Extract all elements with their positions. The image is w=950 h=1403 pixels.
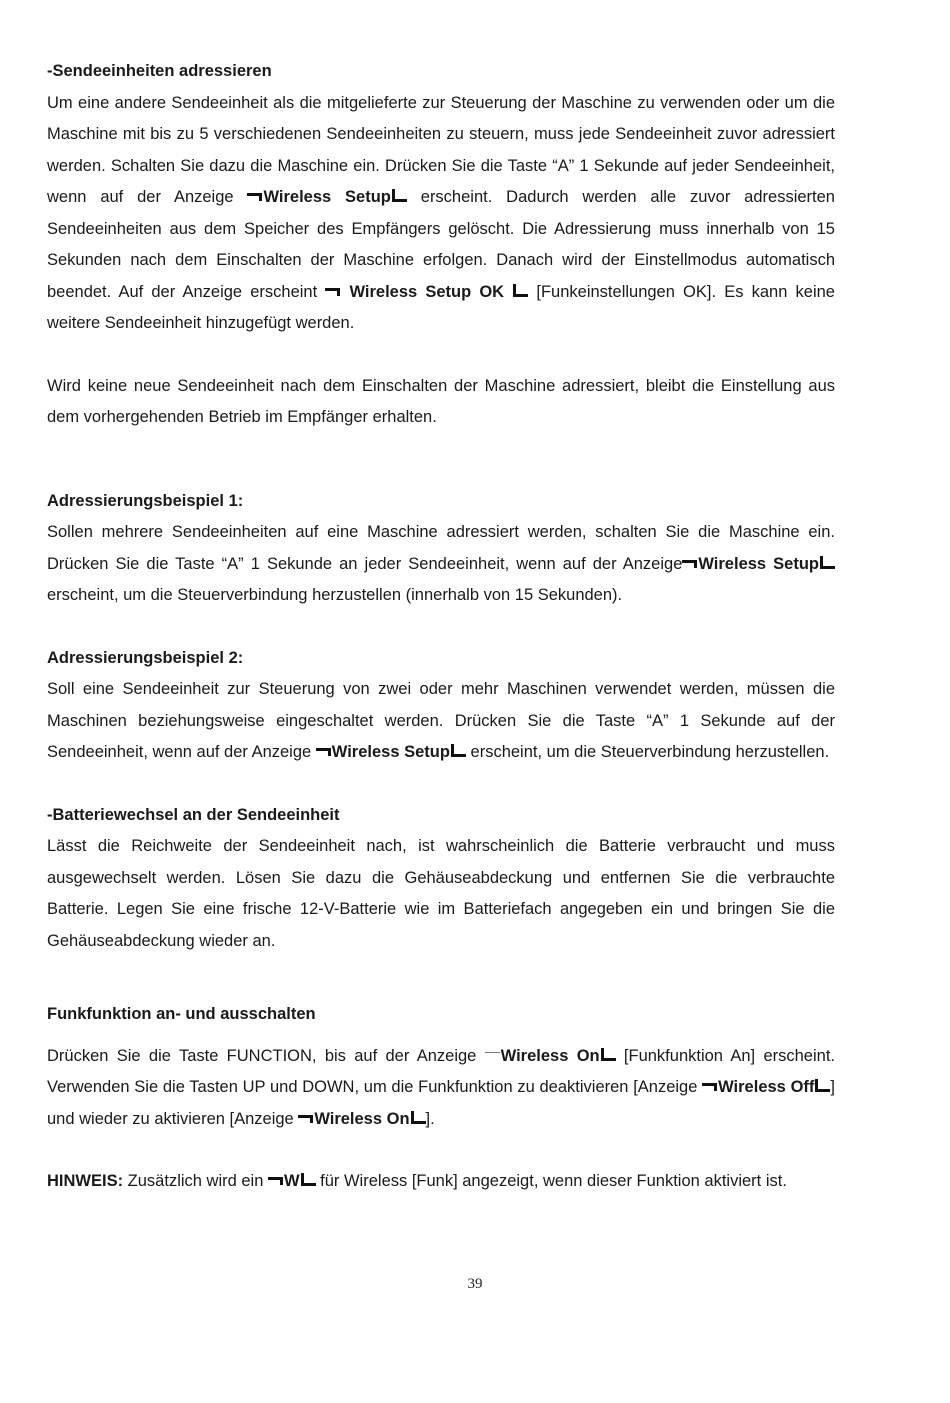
section-heading: Funkfunktion an- und ausschalten xyxy=(47,1005,316,1023)
display-bracket-left-icon xyxy=(682,559,698,569)
text-run: [Funkfunktion An] erscheint. Verwenden Sie die Tasten UP und DOWN, um die Funkfunktion zu deaktivieren [Anzeige xyxy=(47,1046,835,1096)
display-text: Wireless Setup xyxy=(263,188,391,206)
display-text: Wireless Setup xyxy=(698,554,819,573)
text-run: erscheint, um die Steuerverbindung herzustellen (innerhalb von 15 Sekunden). xyxy=(47,586,623,604)
paragraph xyxy=(47,674,835,769)
section-heading: Adressierungsbeispiel 2: xyxy=(47,648,244,667)
text-run: ]. xyxy=(425,1109,435,1128)
note-label: HINWEIS: xyxy=(47,1172,124,1190)
display-bracket-right-icon xyxy=(450,747,466,757)
paragraph: Lässt die Reichweite der Sendeeinheit nach, ist wahrscheinlich die Batterie verbraucht und muss ausgewechselt werden. Lösen Sie dazu die Gehäuseabdeckung und entfernen Sie die verbrauchte Batterie. Legen Sie eine frische 12-V-Batterie wie im Batteriefach angegeben ein und bringen Sie die Gehäuseabdeckung wieder an. xyxy=(47,837,835,950)
text-run: ] und wieder zu aktivieren [Anzeige xyxy=(47,1078,835,1128)
display-text: Wireless Setup xyxy=(331,743,450,761)
display-bracket-right-icon xyxy=(600,1051,616,1061)
display-bracket-left-icon xyxy=(316,747,332,757)
section-heading: Adressierungsbeispiel 1: xyxy=(47,491,244,510)
text-run: Zusätzlich wird ein xyxy=(123,1172,268,1190)
text-run: Sollen mehrere Sendeeinheiten auf eine Maschine adressiert werden, schalten Sie die Maschine ein. Drücken Sie die Taste “A” 1 Sekunde an jeder Sendeeinheit, wenn auf der Anzeige xyxy=(47,523,835,573)
display-bracket-right-icon xyxy=(512,287,528,297)
display-text: Wireless On xyxy=(314,1109,410,1128)
note-paragraph xyxy=(47,1166,835,1198)
display-bracket-left-icon xyxy=(268,1176,284,1186)
section-heading: -Sendeeinheiten adressieren xyxy=(47,62,272,80)
display-bracket-right-icon xyxy=(391,192,407,202)
display-text: Wireless Off xyxy=(718,1078,815,1096)
display-text: Wireless Setup OK xyxy=(341,282,513,301)
section-heading: -Batteriewechsel an der Sendeeinheit xyxy=(47,805,340,824)
display-bracket-right-icon xyxy=(814,1082,830,1092)
text-run: [Funkeinstellungen OK]. Es kann keine weitere Sendeeinheit hinzugefügt werden. xyxy=(47,282,835,332)
display-text: W xyxy=(283,1172,300,1190)
display-bracket-left-icon xyxy=(485,1051,501,1061)
paragraph xyxy=(47,88,835,340)
paragraph: Wird keine neue Sendeeinheit nach dem Einschalten der Maschine adressiert, bleibt die Einstellung aus dem vorhergehenden Betrieb im Empfänger erhalten. xyxy=(47,376,835,426)
display-bracket-left-icon xyxy=(702,1082,718,1092)
text-run: Soll eine Sendeeinheit zur Steuerung von zwei oder mehr Maschinen verwendet werden, müssen die Maschinen beziehungsweise eingeschaltet werden. Drücken Sie die Taste “A” 1 Sekunde auf der Sendeeinheit, wenn auf der Anzeige xyxy=(47,680,835,761)
display-text: Wireless On xyxy=(500,1046,600,1065)
text-run: für Wireless [Funk] angezeigt, wenn dieser Funktion aktiviert ist. xyxy=(315,1172,787,1190)
text-run: erscheint. Dadurch werden alle zuvor adressierten Sendeeinheiten aus dem Speicher des Empfängers gelöscht. Die Adressierung muss innerhalb von 15 Sekunden nach dem Einschalten der Maschine erfolgen. Danach wird der Einstellmodus automatisch beendet. Auf der Anzeige erscheint xyxy=(47,188,835,301)
page-number: 39 xyxy=(467,1276,483,1292)
display-bracket-left-icon xyxy=(247,192,263,202)
display-bracket-left-icon xyxy=(298,1114,314,1124)
document-page xyxy=(47,56,835,1198)
paragraph xyxy=(47,1041,835,1136)
display-bracket-right-icon xyxy=(410,1114,426,1124)
display-bracket-right-icon xyxy=(300,1176,316,1186)
display-bracket-right-icon xyxy=(819,559,835,569)
paragraph xyxy=(47,517,835,612)
text-run: Um eine andere Sendeeinheit als die mitgelieferte zur Steuerung der Maschine zu verwenden oder um die Maschine mit bis zu 5 verschiedenen Sendeeinheiten zu steuern, muss jede Sendeeinheit zuvor adressiert werden. Schalten Sie dazu die Maschine ein. Drücken Sie die Taste “A” 1 Sekunde auf jeder Sendeeinheit, wenn auf der Anzeige xyxy=(47,93,835,206)
text-run: Drücken Sie die Taste FUNCTION, bis auf der Anzeige xyxy=(47,1046,485,1065)
display-bracket-left-icon xyxy=(325,287,341,297)
text-run: erscheint, um die Steuerverbindung herzustellen. xyxy=(465,743,830,761)
